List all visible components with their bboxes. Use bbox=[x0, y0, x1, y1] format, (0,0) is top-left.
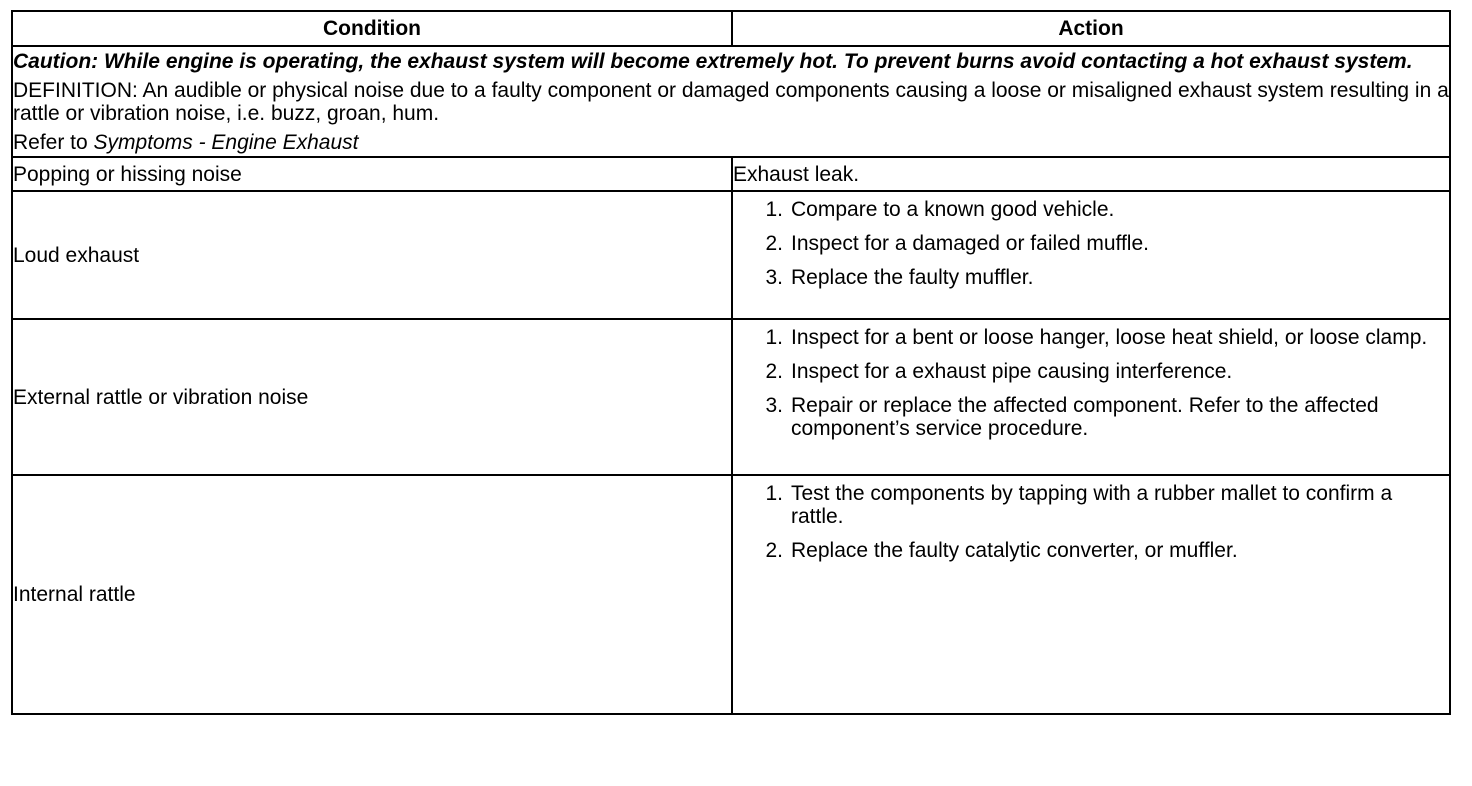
action-step bbox=[733, 326, 1449, 349]
table-row bbox=[12, 157, 1450, 191]
action-step bbox=[733, 394, 1449, 440]
step-number: 1. bbox=[765, 482, 783, 505]
action-steps bbox=[733, 198, 1449, 289]
step-number: 2. bbox=[765, 539, 783, 562]
step-number: 1. bbox=[765, 198, 783, 221]
action-step bbox=[733, 198, 1449, 221]
table-row bbox=[12, 475, 1450, 714]
action-steps bbox=[733, 326, 1449, 440]
action-cell bbox=[732, 191, 1450, 319]
step-text: Compare to a known good vehicle. bbox=[791, 198, 1115, 221]
action-cell bbox=[732, 319, 1450, 475]
condition-cell: Internal rattle bbox=[12, 475, 732, 714]
step-text: Inspect for a exhaust pipe causing interference. bbox=[791, 360, 1233, 383]
step-number: 2. bbox=[765, 360, 783, 383]
step-number: 2. bbox=[765, 232, 783, 255]
action-step bbox=[733, 266, 1449, 289]
action-step bbox=[733, 232, 1449, 255]
refer-link: Symptoms - Engine Exhaust bbox=[93, 131, 359, 154]
step-text: Repair or replace the affected component. Refer to the affected component’s service procedure. bbox=[791, 394, 1379, 440]
action-steps bbox=[733, 482, 1449, 562]
action-cell bbox=[732, 475, 1450, 714]
condition-cell: Loud exhaust bbox=[12, 191, 732, 319]
step-number: 3. bbox=[765, 266, 783, 289]
step-text: Inspect for a bent or loose hanger, loose heat shield, or loose clamp. bbox=[791, 326, 1428, 349]
action-header: Action bbox=[732, 11, 1450, 46]
notes-row bbox=[12, 46, 1450, 157]
action-step bbox=[733, 482, 1449, 528]
action-step bbox=[733, 360, 1449, 383]
condition-cell: External rattle or vibration noise bbox=[12, 319, 732, 475]
condition-cell: Popping or hissing noise bbox=[12, 157, 732, 191]
step-number: 3. bbox=[765, 394, 783, 417]
condition-header: Condition bbox=[12, 11, 732, 46]
step-text: Inspect for a damaged or failed muffle. bbox=[791, 232, 1149, 255]
step-text: Replace the faulty catalytic converter, or muffler. bbox=[791, 539, 1238, 562]
refer-text bbox=[13, 131, 1449, 154]
header-row bbox=[12, 11, 1450, 46]
step-text: Test the components by tapping with a rubber mallet to confirm a rattle. bbox=[791, 482, 1393, 528]
step-text: Replace the faulty muffler. bbox=[791, 266, 1034, 289]
step-number: 1. bbox=[765, 326, 783, 349]
definition-text: DEFINITION: An audible or physical noise due to a faulty component or damaged components causing a loose or misaligned exhaust system resulting in a rattle or vibration noise, i.e. buzz, groan, hum. bbox=[13, 79, 1449, 125]
caution-note: Caution: While engine is operating, the exhaust system will become extremely hot. To prevent burns avoid contacting a hot exhaust system. bbox=[13, 50, 1413, 73]
table-row bbox=[12, 319, 1450, 475]
table-row bbox=[12, 191, 1450, 319]
action-cell: Exhaust leak. bbox=[732, 157, 1450, 191]
notes-cell bbox=[12, 46, 1450, 157]
action-step bbox=[733, 539, 1449, 562]
diagnostic-table bbox=[11, 10, 1451, 715]
refer-prefix: Refer to bbox=[13, 131, 94, 154]
